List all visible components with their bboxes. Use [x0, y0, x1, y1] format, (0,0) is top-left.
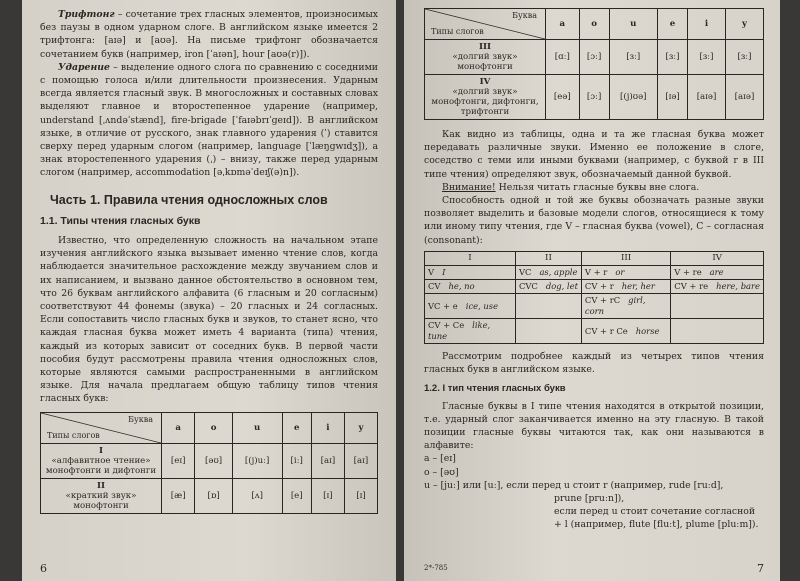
letter-header: o — [579, 9, 609, 40]
attention-note: Внимание! Нельзя читать гласные буквы вне слога. — [442, 181, 700, 193]
table-cell — [515, 319, 581, 344]
table-row — [425, 75, 764, 120]
list-item: если перед u стоит сочетание согласной + l (например, flute [fluːt], plume [pluːm]). — [554, 506, 759, 531]
table-cell: [ɜː] — [609, 40, 657, 75]
syllable-types-table — [424, 251, 764, 344]
letter-header: y — [726, 9, 764, 40]
table-cell: [ɑː] — [546, 40, 580, 75]
right-page — [404, 0, 780, 581]
table-cell: CV + re here, bare — [671, 280, 764, 294]
table-cell — [671, 319, 764, 344]
letter-header: e — [282, 412, 311, 443]
table-cell: CV + Ce like, tune — [425, 319, 516, 344]
table-cell: [aɪ] — [344, 443, 377, 478]
table-row — [425, 294, 764, 319]
letter-header: e — [658, 9, 688, 40]
stress-paragraph: Ударение – выделение одного слога по сравнению с соседними с помощью голоса и/или длительности произнесения. Ударным всегда является гласный звук. В многосложных и составных словах выделяют главное и второстепенное ударение (например, understand [ˌʌndəˈstænd], fire-brigade [ˈfaɪəbrɪˈgeɪd]). В английском языке, в отличие от русского, знак главного ударения (ˈ) ставится сверху перед ударным слогом (например, language [ˈlæŋgwɪdʒ]), а знак второстепенного ударения (ˌ) – внизу, также перед ударным слогом (например, accommodation [əˌkɒməˈdeɪʃ(ə)n]). — [40, 61, 378, 179]
row-label: II «краткий звук» монофтонги — [41, 478, 162, 513]
table-cell: [ɜː] — [726, 40, 764, 75]
list-item: a – [eɪ] — [424, 453, 456, 465]
page-number: 7 — [757, 561, 764, 575]
variation-paragraph: Как видно из таблицы, одна и та же гласная буква может передавать различные звуки. Именно ее положение в слоге, соседство с теми или иными буквами (например, с буквой r в III типе чтения) определяют звук, обозначаемый данной буквой. — [424, 129, 764, 180]
table-cell — [671, 294, 764, 319]
letter-header: u — [232, 412, 282, 443]
table-cell: VC as, apple — [515, 266, 581, 280]
type1-paragraph: Гласные буквы в I типе чтения находятся в открытой позиции, т.е. ударный слог заканчивается именно на эту гласную. В такой позиции гласные буквы читаются так, как они называются в алфавите: — [424, 400, 764, 452]
type-header: II — [515, 251, 581, 265]
letter-header: i — [311, 412, 344, 443]
vowel-table-part2 — [424, 8, 764, 120]
summary-paragraph: Рассмотрим подробнее каждый из четырех типов чтения гласных букв в английском языке. — [424, 351, 764, 376]
table-cell: CV + r her, her — [581, 280, 670, 294]
table-cell: CV + rC girl, corn — [581, 294, 670, 319]
table-cell: [ɔː] — [579, 40, 609, 75]
row-label: I «алфавитное чтение» монофтонги и дифтонги — [41, 443, 162, 478]
list-item: prune [pruːn]), — [554, 493, 625, 505]
table-cell: V + re are — [671, 266, 764, 280]
triphthong-paragraph: Трифтонг – сочетание трех гласных элементов, произносимых без паузы в одном ударном слоге. В английском языке имеется 2 трифтонга: [aɪə] и [aʊə]. На письме трифтонг обозначается сочетанием букв (например, iron [ˈaɪən], hour [aʊə(r)]). — [40, 9, 378, 60]
table-cell: [ʌ] — [232, 478, 282, 513]
table-header-corner: Буква Типы слогов — [41, 412, 162, 443]
table-cell: [æ] — [162, 478, 195, 513]
table-cell: [ɪə] — [658, 75, 688, 120]
vowel-table-part1 — [40, 412, 378, 514]
footer-code: 2*-785 — [424, 563, 448, 572]
table-header-corner: Буква Типы слогов — [425, 9, 546, 40]
table-cell: [ɒ] — [195, 478, 232, 513]
letter-header: u — [609, 9, 657, 40]
table-row — [425, 319, 764, 344]
table-cell: [iː] — [282, 443, 311, 478]
table-cell: V I — [425, 266, 516, 280]
letter-header: a — [162, 412, 195, 443]
page-number: 6 — [40, 561, 47, 575]
table-cell: [ɪ] — [344, 478, 377, 513]
vowel-list — [424, 452, 764, 531]
row-label: IV «долгий звук» монофтонги, дифтонги, трифтонги — [425, 75, 546, 120]
table-cell: [ɔː] — [579, 75, 609, 120]
table-row — [425, 266, 764, 280]
list-item: o – [əʊ] — [424, 466, 459, 478]
table-row — [41, 478, 378, 513]
table-cell: [ɪ] — [311, 478, 344, 513]
table-cell: CVC dog, let — [515, 280, 581, 294]
table-cell: [(j)ʊə] — [609, 75, 657, 120]
part-title: Часть 1. Правила чтения односложных слов — [50, 192, 328, 207]
table-row — [425, 40, 764, 75]
table-cell: CV + r Ce horse — [581, 319, 670, 344]
intro-paragraph: Известно, что определенную сложность на начальном этапе изучения английского языка вызывает именно чтение слов, когда наблюдается значительное расхождение между звучанием слов и их написанием, и вызвано данное обстоятельство в основном тем, что 26 буквам английского алфавита (6 гласным и 20 согласным) соответствуют 44 фонемы (звука) – 20 гласных и 24 согласных. Если сопоставить число гласных букв и звуков, то станет ясно, что каждая гласная буква может иметь 4 варианта (типа) чтения, каждый из которых зависит от соседних букв. В первой части пособия будут рассмотрены правила чтения односложных слов, которые являются самыми распространенными в английском языке. Для начала предлагаем общую таблицу типов чтения гласных букв: — [40, 235, 378, 405]
letter-header: a — [546, 9, 580, 40]
table-cell: [ɜː] — [688, 40, 726, 75]
letter-header: o — [195, 412, 232, 443]
letter-header: y — [344, 412, 377, 443]
section-title: 1.2. I тип чтения гласных букв — [424, 383, 566, 395]
list-item: u – [juː] или [uː], если перед u стоит r (например, rude [ruːd], — [424, 479, 724, 491]
table-cell: [aɪə] — [726, 75, 764, 120]
table-row — [41, 443, 378, 478]
section-title: 1.1. Типы чтения гласных букв — [40, 214, 201, 227]
table-cell: [e] — [282, 478, 311, 513]
table-cell: [eə] — [546, 75, 580, 120]
type-header: I — [425, 251, 516, 265]
table-cell: V + r or — [581, 266, 670, 280]
table-cell — [515, 294, 581, 319]
type-header: IV — [671, 251, 764, 265]
row-label: III «долгий звук» монофтонги — [425, 40, 546, 75]
left-page — [22, 0, 396, 581]
table-cell: [ɜː] — [658, 40, 688, 75]
table-cell: [(j)uː] — [232, 443, 282, 478]
type-header: III — [581, 251, 670, 265]
letter-header: i — [688, 9, 726, 40]
syllable-models-paragraph: Способность одной и той же буквы обозначать разные звуки позволяет выделить и базовые модели слогов, относящиеся к тому или иному типу чтения, где V – гласная буква (vowel), C – согласная (consonant): — [424, 195, 764, 246]
table-row — [425, 280, 764, 294]
table-cell: [eɪ] — [162, 443, 195, 478]
table-cell: [əʊ] — [195, 443, 232, 478]
table-cell: [aɪ] — [311, 443, 344, 478]
table-cell: VC + e ice, use — [425, 294, 516, 319]
table-cell: CV he, no — [425, 280, 516, 294]
table-cell: [aɪə] — [688, 75, 726, 120]
